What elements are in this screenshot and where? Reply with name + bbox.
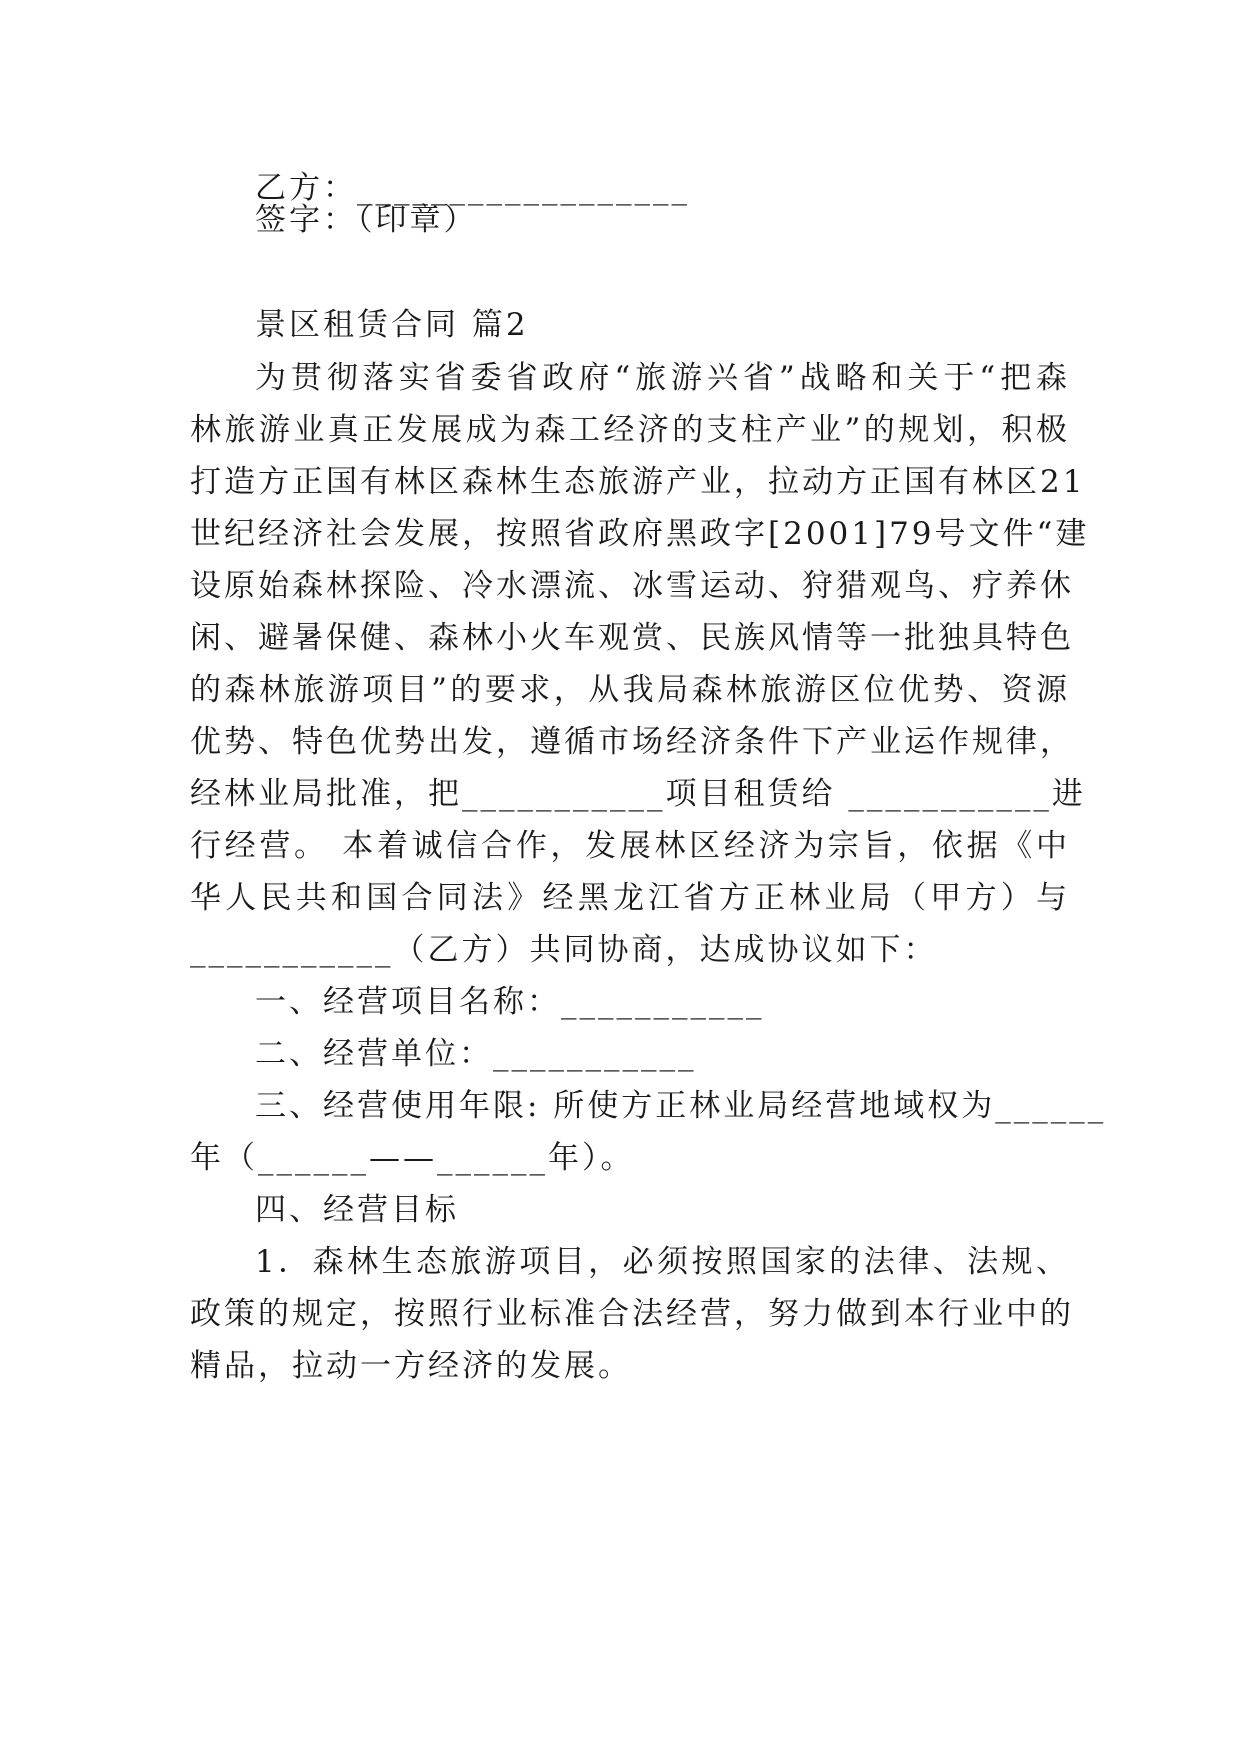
body-line: 的森林旅游项目”的要求，从我局森林旅游区位优势、资源	[190, 672, 1070, 708]
clause-operating-unit: 二、经营单位：___________	[255, 1036, 697, 1072]
body-line: 行经营。 本着诚信合作，发展林区经济为宗旨，依据《中	[190, 828, 1070, 864]
clause-term-line-1: 三、经营使用年限: 所使方正林业局经营地域权为______	[255, 1088, 1107, 1124]
clause-term-line-2: 年（______——______年）。	[190, 1140, 635, 1176]
body-line: 经林业局批准，把___________项目租赁给 ___________进	[190, 776, 1086, 812]
body-line: 设原始森林探险、冷水漂流、冰雪运动、狩猎观鸟、疗养休	[190, 568, 1074, 604]
body-line: 林旅游业真正发展成为森工经济的支柱产业”的规划，积极	[190, 412, 1070, 448]
body-line: 优势、特色优势出发，遵循市场经济条件下产业运作规律，	[190, 724, 1074, 760]
clause-project-name: 一、经营项目名称：___________	[255, 984, 765, 1020]
section-heading: 景区租赁合同 篇2	[255, 307, 529, 343]
clause-goal-line-1: 1．森林生态旅游项目，必须按照国家的法律、法规、	[255, 1244, 1070, 1280]
body-line: 为贯彻落实省委省政府“旅游兴省”战略和关于“把森	[255, 360, 1070, 396]
body-line: 打造方正国有林区森林生态旅游产业，拉动方正国有林区21	[190, 464, 1086, 500]
clause-goals-heading: 四、经营目标	[255, 1192, 459, 1228]
seal-signature-line: 签字：（印章）	[255, 202, 478, 238]
body-line: 华人民共和国合同法》经黑龙江省方正林业局（甲方）与	[190, 880, 1070, 916]
clause-goal-line-2: 政策的规定，按照行业标准合法经营，努力做到本行业中的	[190, 1296, 1074, 1332]
clause-goal-line-3: 精品，拉动一方经济的发展。	[190, 1348, 632, 1384]
body-line: ___________（乙方）共同协商，达成协议如下：	[190, 932, 938, 968]
party-b-signature-line: 乙方：__________________	[255, 170, 690, 206]
body-line: 闲、避暑保健、森林小火车观赏、民族风情等一批独具特色	[190, 620, 1074, 656]
body-line: 世纪经济社会发展，按照省政府黑政字[2001]79号文件“建	[190, 516, 1090, 552]
